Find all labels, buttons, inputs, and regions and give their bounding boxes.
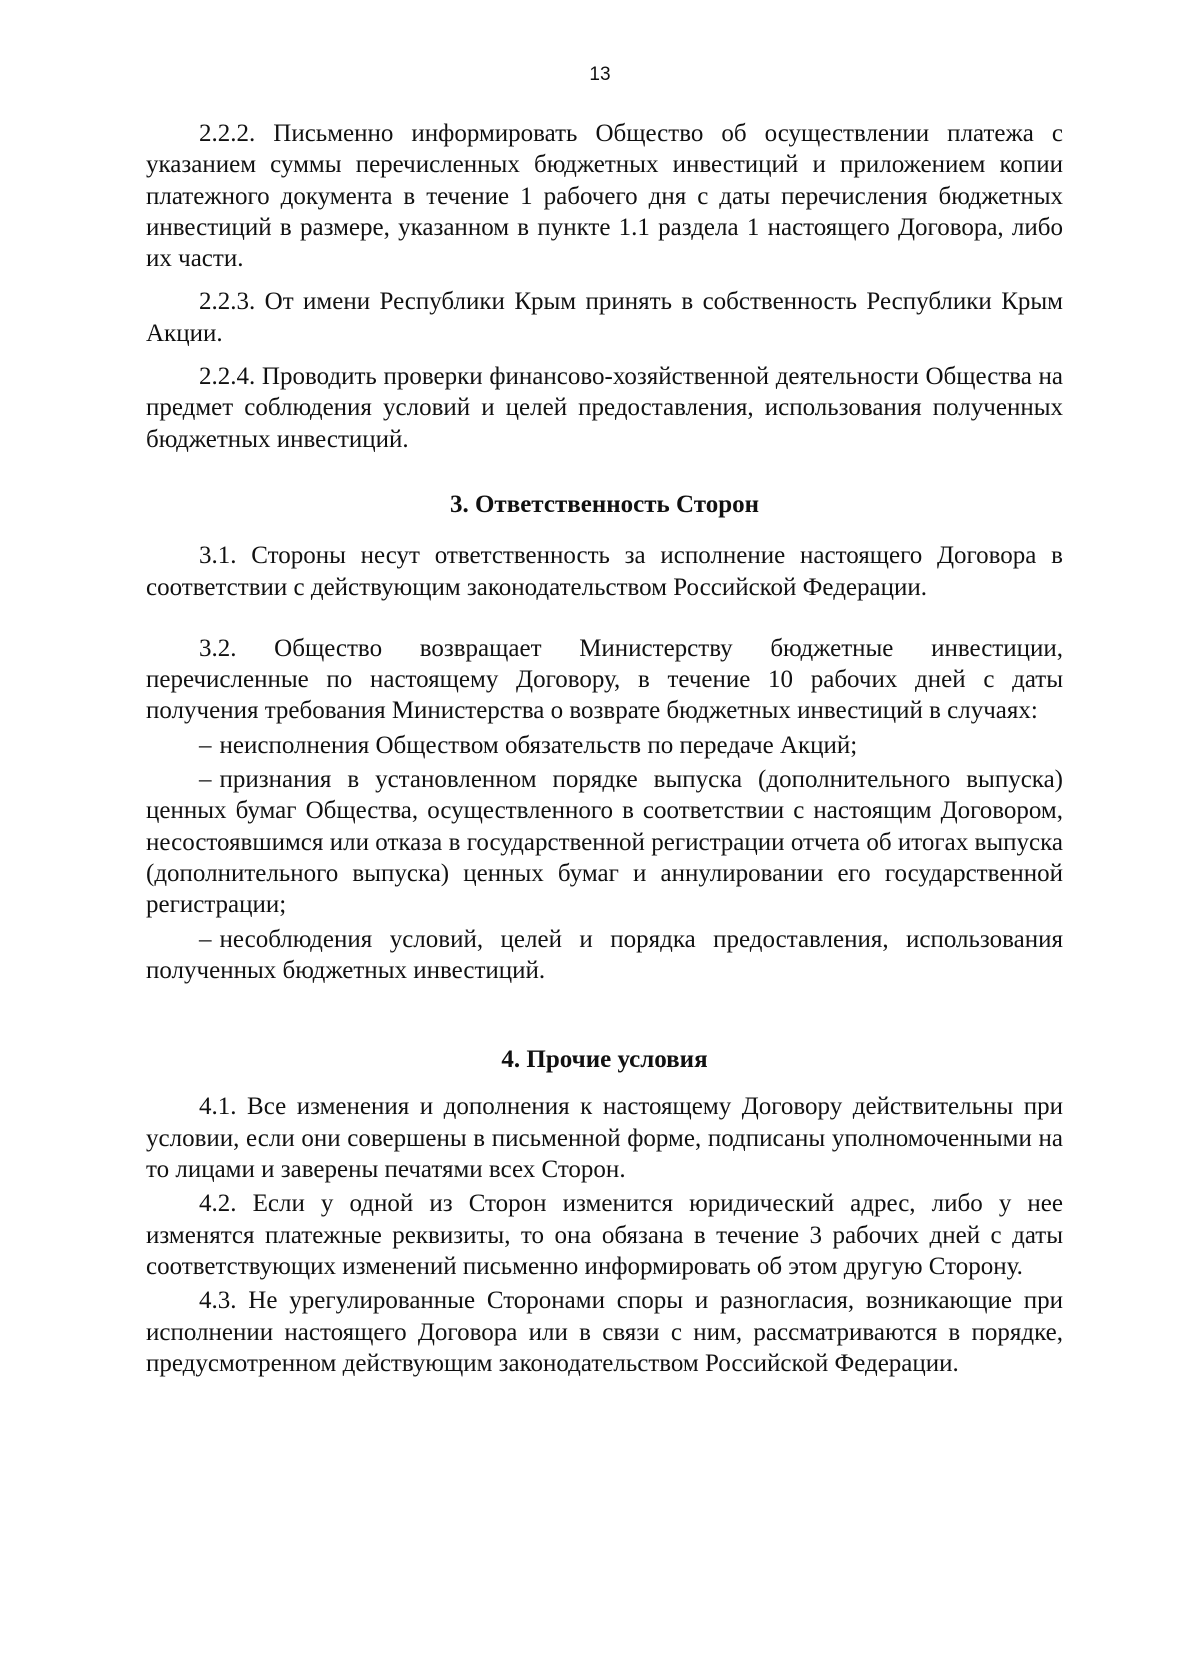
section-3-heading: 3. Ответственность Сторон	[449, 490, 760, 518]
list-item-3	[146, 924, 1063, 987]
list-item-text: несоблюдения условий, целей и порядка предоставления, использования полученных бюджетных инвестиций.	[146, 925, 1063, 984]
section-4-heading: 4. Прочие условия	[501, 1046, 708, 1074]
paragraph-4-1: 4.1. Все изменения и дополнения к настоящему Договору действительны при условии, если они совершены в письменной форме, подписаны уполномоченными на то лицами и заверены печатями всех Сторон.	[146, 1093, 1063, 1184]
list-item-text: признания в установленном порядке выпуска (дополнительного выпуска) ценных бумаг Общества, осуществленного в соответствии с настоящим Договором, несостоявшимся или отказа в государственной регистрации отчета об итогах выпуска (дополнительного выпуска) ценных бумаг и аннулировании его государственной регистрации;	[146, 766, 1063, 919]
paragraph-2-2-3: 2.2.3. От имени Республики Крым принять в собственность Республики Крым Акции.	[146, 288, 1063, 347]
list-dash: –	[199, 731, 212, 759]
paragraph-2-2-4: 2.2.4. Проводить проверки финансово-хозяйственной деятельности Общества на предмет соблюдения условий и целей предоставления, использования полученных бюджетных инвестиций.	[146, 363, 1063, 453]
document-body	[146, 118, 1063, 1379]
paragraph-4-2: 4.2. Если у одной из Сторон изменится юридический адрес, либо у нее изменятся платежные реквизиты, то она обязана в течение 3 рабочих дней с даты соответствующих изменений письменно информировать об этом другую Сторону.	[146, 1190, 1063, 1280]
paragraph-2-2-2: 2.2.2. Письменно информировать Общество об осуществлении платежа с указанием суммы перечисленных бюджетных инвестиций и приложением копии платежного документа в течение 1 рабочего дня с даты перечисления бюджетных инвестиций в размере, указанном в пункте 1.1 раздела 1 настоящего Договора, либо их части.	[146, 120, 1063, 273]
list-item-1	[146, 730, 1063, 761]
list-item-2	[146, 764, 1063, 920]
paragraph-3-2: 3.2. Общество возвращает Министерству бюджетные инвестиции, перечисленные по настоящему Договору, в течение 10 рабочих дней с даты получения требования Министерства о возврате бюджетных инвестиций в случаях:	[146, 634, 1063, 725]
list-dash: –	[199, 766, 212, 794]
list-dash: –	[199, 925, 212, 953]
paragraph-4-3: 4.3. Не урегулированные Сторонами споры и разногласия, возникающие при исполнении настоящего Договора или в связи с ним, рассматриваются в порядке, предусмотренном действующим законодательством Российской Федерации.	[146, 1287, 1063, 1377]
paragraph-3-1: 3.1. Стороны несут ответственность за исполнение настоящего Договора в соответствии с действующим законодательством Российской Федерации.	[146, 542, 1063, 601]
page-number: 13	[589, 64, 611, 85]
list-item-text: неисполнения Обществом обязательств по передаче Акций;	[219, 731, 858, 759]
